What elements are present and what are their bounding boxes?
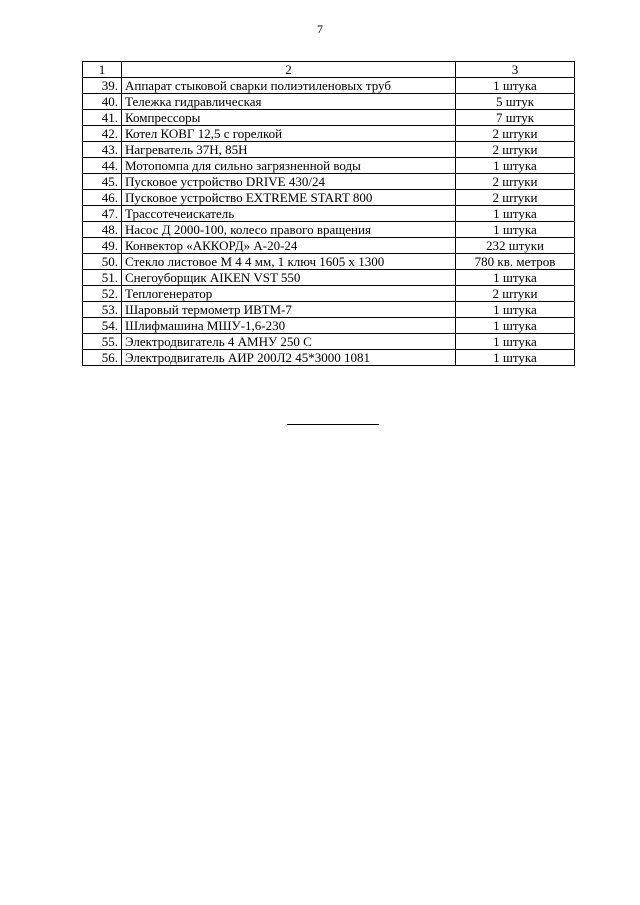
item-name: Тележка гидравлическая (122, 94, 456, 110)
row-number: 43. (83, 142, 122, 158)
row-number: 54. (83, 318, 122, 334)
row-number: 52. (83, 286, 122, 302)
row-number: 47. (83, 206, 122, 222)
item-name: Электродвигатель 4 АМНУ 250 С (122, 334, 456, 350)
item-name: Пусковое устройство DRIVE 430/24 (122, 174, 456, 190)
row-number: 40. (83, 94, 122, 110)
row-number: 53. (83, 302, 122, 318)
item-quantity: 780 кв. метров (456, 254, 575, 270)
item-name: Котел КОВГ 12,5 с горелкой (122, 126, 456, 142)
item-quantity: 7 штук (456, 110, 575, 126)
header-col-2: 2 (122, 62, 456, 78)
header-col-1: 1 (83, 62, 122, 78)
table-row (83, 110, 575, 126)
row-number: 50. (83, 254, 122, 270)
item-name: Компрессоры (122, 110, 456, 126)
separator-line (287, 424, 379, 425)
item-name: Аппарат стыковой сварки полиэтиленовых труб (122, 78, 456, 94)
row-number: 56. (83, 350, 122, 366)
item-name: Пусковое устройство EXTREME START 800 (122, 190, 456, 206)
table-row (83, 270, 575, 286)
table-row (83, 222, 575, 238)
table-row (83, 174, 575, 190)
item-quantity: 1 штука (456, 270, 575, 286)
item-quantity: 1 штука (456, 302, 575, 318)
table-row (83, 254, 575, 270)
row-number: 49. (83, 238, 122, 254)
row-number: 42. (83, 126, 122, 142)
row-number: 44. (83, 158, 122, 174)
item-name: Трассотечеискатель (122, 206, 456, 222)
table-header-row (83, 62, 575, 78)
item-name: Теплогенератор (122, 286, 456, 302)
item-quantity: 2 штуки (456, 190, 575, 206)
table-row (83, 94, 575, 110)
item-quantity: 2 штуки (456, 174, 575, 190)
table-row (83, 334, 575, 350)
row-number: 45. (83, 174, 122, 190)
row-number: 41. (83, 110, 122, 126)
row-number: 46. (83, 190, 122, 206)
table-row (83, 206, 575, 222)
table-row (83, 302, 575, 318)
item-name: Стекло листовое М 4 4 мм, 1 ключ 1605 х 1300 (122, 254, 456, 270)
item-quantity: 1 штука (456, 334, 575, 350)
item-quantity: 1 штука (456, 350, 575, 366)
item-quantity: 1 штука (456, 318, 575, 334)
row-number: 51. (83, 270, 122, 286)
table-row (83, 350, 575, 366)
item-quantity: 2 штуки (456, 286, 575, 302)
table-row (83, 158, 575, 174)
table-body (83, 62, 575, 366)
item-name: Нагреватель 37Н, 85Н (122, 142, 456, 158)
item-name: Снегоуборщик AIKEN VST 550 (122, 270, 456, 286)
table-row (83, 190, 575, 206)
item-quantity: 232 штуки (456, 238, 575, 254)
item-name: Мотопомпа для сильно загрязненной воды (122, 158, 456, 174)
equipment-table (82, 61, 575, 366)
item-quantity: 5 штук (456, 94, 575, 110)
item-name: Шлифмашина МШУ-1,6-230 (122, 318, 456, 334)
item-quantity: 1 штука (456, 206, 575, 222)
row-number: 48. (83, 222, 122, 238)
item-quantity: 2 штуки (456, 142, 575, 158)
table-row (83, 78, 575, 94)
table-row (83, 238, 575, 254)
header-col-3: 3 (456, 62, 575, 78)
item-name: Шаровый термометр ИВТМ-7 (122, 302, 456, 318)
item-name: Конвектор «АККОРД» А-20-24 (122, 238, 456, 254)
table-row (83, 286, 575, 302)
table-row (83, 318, 575, 334)
row-number: 39. (83, 78, 122, 94)
item-quantity: 2 штуки (456, 126, 575, 142)
row-number: 55. (83, 334, 122, 350)
page-number: 7 (317, 22, 323, 36)
item-quantity: 1 штука (456, 158, 575, 174)
item-quantity: 1 штука (456, 222, 575, 238)
table-row (83, 126, 575, 142)
table-row (83, 142, 575, 158)
item-quantity: 1 штука (456, 78, 575, 94)
item-name: Электродвигатель АИР 200Л2 45*3000 1081 (122, 350, 456, 366)
item-name: Насос Д 2000-100, колесо правого вращения (122, 222, 456, 238)
